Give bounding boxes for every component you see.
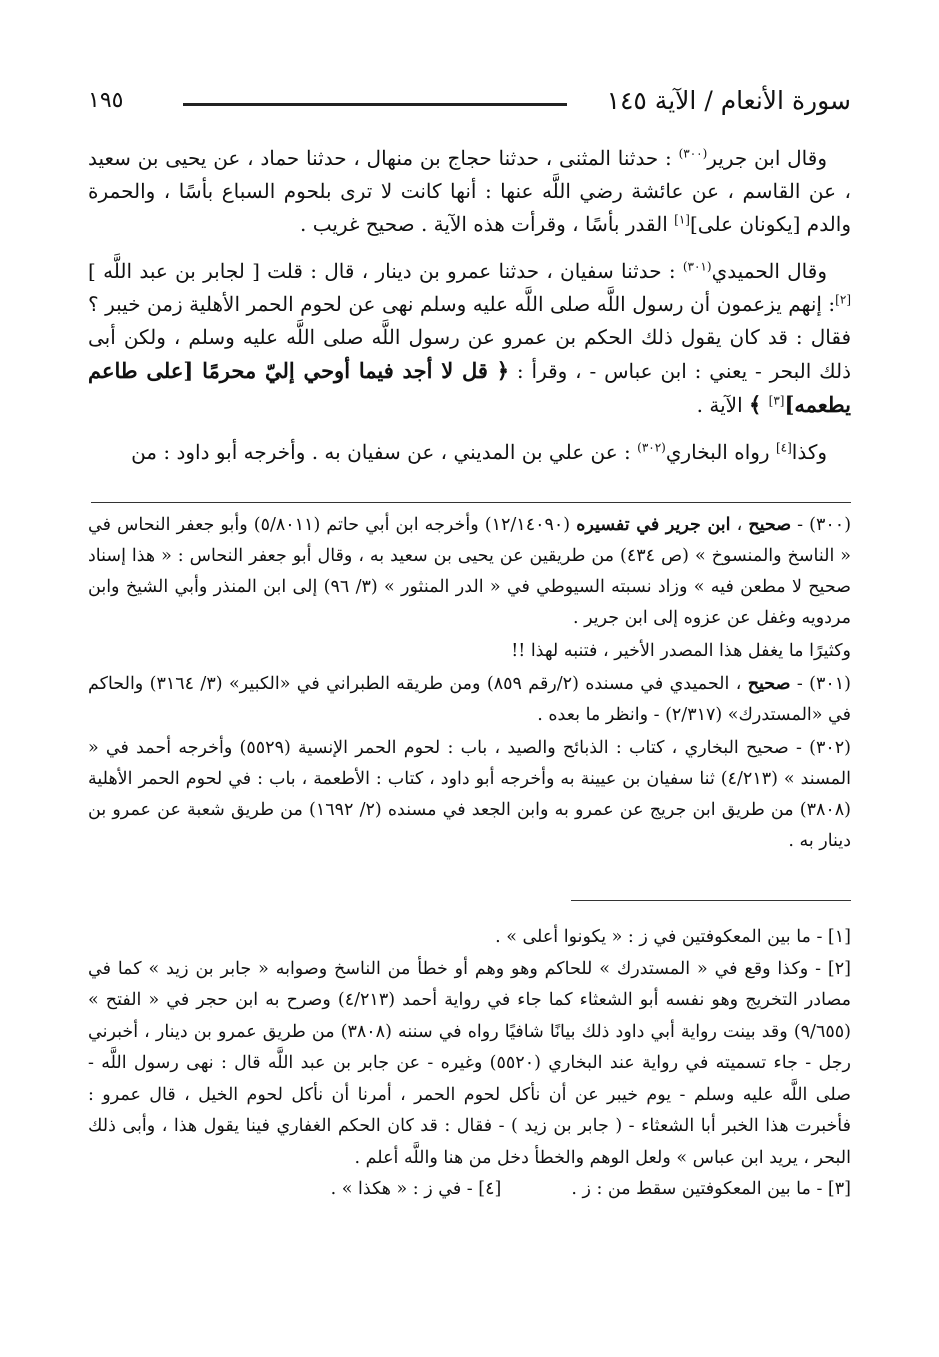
source-name: ابن جرير في تفسيره [576,515,731,535]
footnote-300 [88,510,851,634]
surah-title: سورة الأنعام / الآية ١٤٥ [606,85,851,115]
footnote-number: (٣٠١) - [790,674,851,694]
header-rule [183,103,566,106]
text-run: ، [730,515,749,535]
apparatus-note-4: [٤] - في ز : « هكذا » . [330,1179,502,1199]
apparatus-note-3: [٣] - ما بين المعكوفتين سقط من : ز . [571,1179,851,1199]
hadith-grade: صحيح [748,515,792,535]
footnote-text: صحيح البخاري ، كتاب : الذبائح والصيد ، باب : لحوم الحمر الإنسية (٥٥٢٩) وأخرجه أحمد في « المسند » (٤/٢١٣) ثنا سفيان بن عيينة به وأخرجه أبو داود ، كتاب : الأطعمة ، باب : في لحوم الحمر الأهلية (٣٨٠٨) من طريق ابن جريج عن عمرو به وابن الجعد في مسنده (٢/ ١٦٩٢) من طريق شعبة عن عمرو بن دينار به . [88,738,851,851]
text-run: رواه البخاري [665,440,776,464]
paragraph-ibn-jarir [88,142,851,241]
footnote-number: (٣٠٢) - [788,738,851,758]
paragraph-humaydi [88,255,851,422]
footnote-text: ، الحميدي في مسنده (٢/رقم ٨٥٩) ومن طريقه الطبراني في «الكبير» (٣/ ٣١٦٤) والحاكم في «المستدرك» (٢/٣١٧) - وانظر ما بعده . [88,674,851,725]
page-number: ١٩٥ [88,87,124,113]
footnote-301 [88,669,851,731]
critical-apparatus [88,922,851,1206]
footnotes-section [88,510,851,859]
footnote-divider [91,502,851,503]
apparatus-ref-1[interactable]: [١] [674,212,690,227]
footnote-ref-302[interactable]: (٣٠٢) [637,440,666,455]
text-run: وقال ابن جرير [707,146,827,170]
footnote-ref-301[interactable]: (٣٠١) [682,259,712,274]
text-run: الآية . [696,393,749,417]
quran-verse: ﴿ قل لا أجد فيما أوحي إليّ محرمًا [على طاعم يطعمه] [88,358,851,417]
apparatus-ref-2[interactable]: [٢] [835,292,851,307]
text-run: : حدثنا المثنى ، حدثنا حجاج بن منهال ، حدثنا حماد ، عن يحيى بن سعيد ، عن القاسم ، عن عائشة رضي اللَّه عنها : أنها كانت لا ترى بلحوم السباع بأسًا ، والحمرة والدم [يكونان على] [88,146,851,236]
main-text [88,142,851,469]
text-run: : حدثنا سفيان ، حدثنا عمرو بن دينار ، قال : قلت [ لجابر بن عبد اللَّه ] [88,259,683,283]
paragraph-bukhari [88,436,851,469]
running-header [88,80,851,120]
quran-verse-end: ﴾ [749,392,769,417]
apparatus-ref-4[interactable]: [٤] [775,440,792,455]
text-run: وكذا [791,440,827,464]
text-run: : عن علي بن المديني ، عن سفيان به . وأخرجه أبو داود : من [131,440,638,464]
apparatus-note-2: [٢] - وكذا وقع في « المستدرك » للحاكم وهو وهم أو خطأ من الناسخ وصوابه « جابر بن زيد » كما في مصادر التخريج وهو نفسه أبو الشعثاء كما جاء في رواية أحمد (٤/٢١٣) وصرح به ابن حجر في « الفتح » (٩/٦٥٥) وقد بينت رواية أبي داود ذلك بيانًا شافيًا رواه في سننه (٣٨٠٨) من طريق عمرو بن دينار ، أخبرني رجل - جاء تسميته في رواية عند البخاري (٥٥٢٠) وغيره - عن جابر بن عبد اللَّه قال : نهى رسول اللَّه - صلى اللَّه عليه وسلم - يوم خيبر عن أن نأكل لحوم الحمر ، أمرنا أن نأكل لحوم الخيل ، قال عمرو : فأخبرت هذا الخبر أبا الشعثاء - ( جابر بن زيد ) - فقال : قد كان الحكم الغفاري فينا يقول هذا ، وأبى ذلك البحر ، يريد ابن عباس » ولعل الوهم والخطأ دخل من هنا واللَّه أعلم . [88,958,851,1168]
footnote-ref-300[interactable]: (٣٠٠) [678,146,708,161]
footnote-300-note: وكثيرًا ما يغفل هذا المصدر الأخير ، فتنبه لهذا !! [511,641,851,661]
footnote-302 [88,733,851,857]
text-run: وقال الحميدي [711,259,827,283]
text-run: : إنهم يزعمون أن رسول اللَّه صلى اللَّه عليه وسلم نهى عن لحوم الحمر الأهلية زمن خيبر ؟ فقال : قد كان يقول ذلك الحكم بن عمرو عن رسول اللَّه صلى اللَّه عليه وسلم ، ولكن أبى ذلك البحر - يعني : ابن عباس - ، وقرأ : [88,292,851,383]
apparatus-note-1: [١] - ما بين المعكوفتين في ز : « يكونوا أعلى » . [495,927,851,947]
apparatus-ref-3[interactable]: [٣] [768,393,785,408]
footnote-number: (٣٠٠) - [791,515,852,535]
text-run: القدر بأسًا ، وقرأت هذه الآية . صحيح غريب . [300,212,675,236]
footnote-text: (١٢/١٤٠٩٠) وأخرجه ابن أبي حاتم (٥/٨٠١١) وأبو جعفر النحاس في « الناسخ والمنسوخ » (ص ٤٣٤) من طريقين عن يحيى بن سعيد به ، وقال أبو جعفر النحاس : « هذا إسناد صحيح لا مطعن فيه » وزاد نسبته السيوطي في « الدر المنثور » (٣/ ٩٦) إلى ابن المنذر وأبي الشيخ وابن مردويه وغفل عن عزوه إلى ابن جرير . [88,515,851,628]
apparatus-row [88,1174,851,1206]
hadith-grade: صحيح [747,674,791,694]
apparatus-divider [571,900,851,901]
